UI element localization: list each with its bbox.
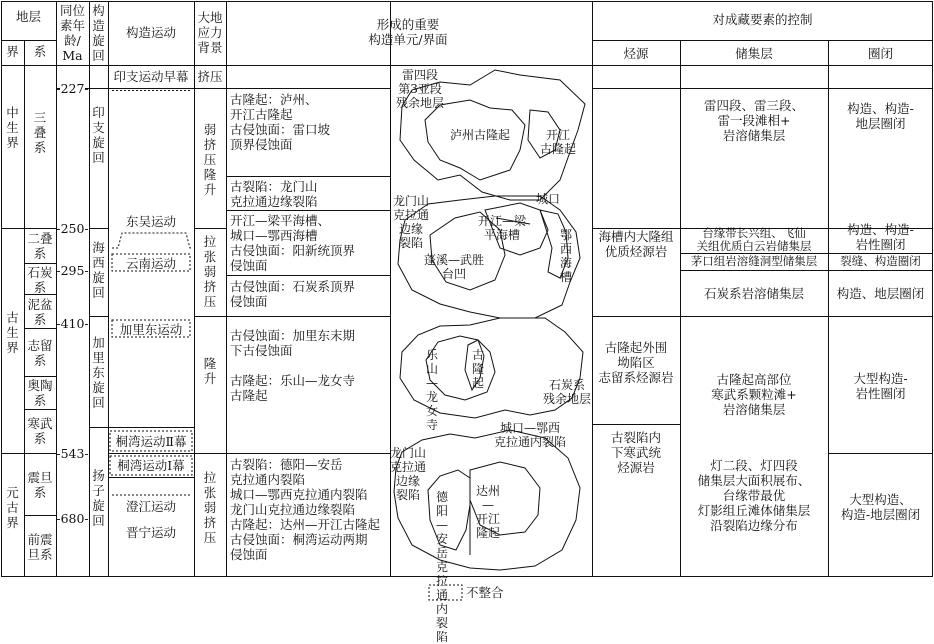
- stress-extension-weak-compression-1: 拉 张 弱 挤 压: [203, 234, 217, 309]
- map1-label-luzhou: 泸州古隆起: [450, 128, 511, 142]
- age-543: -543-: [56, 446, 89, 461]
- reservoir-changxing: 台缘带长兴组、飞仙 关组优质白云岩储集层: [696, 226, 812, 253]
- system-carboniferous: 石炭 系: [27, 265, 53, 295]
- header-isotope-age: 同位 素年 龄/ Ma: [59, 3, 85, 63]
- trap-sinian: 大型构造、 构造-地层圈闭: [840, 492, 921, 522]
- header-tectonic-cycle: 构 造 旋 回: [92, 3, 105, 63]
- movement-indosinian-early: 印支运动早幕: [113, 69, 189, 84]
- header-system: 系: [33, 44, 47, 59]
- source-cambrian: 古裂陷内 下寒武统 烃源岩: [610, 430, 661, 475]
- map2-label-longmenshan: 龙门山 克拉通 边缘 裂陷: [393, 194, 430, 250]
- map1-label-lei4: 雷四段 第3亚段 残余地层: [396, 68, 445, 110]
- age-680: -680-: [56, 511, 89, 526]
- age-410: -410-: [56, 316, 89, 331]
- map2-label-exi-trough: 鄂 西 海 槽: [560, 228, 573, 284]
- system-triassic: 三 叠 系: [33, 110, 47, 155]
- system-silurian: 志留 系: [27, 338, 53, 368]
- era-mesozoic: 中 生 界: [6, 105, 19, 150]
- reservoir-lei: 雷四段、雷三段、 雷一段滩相+ 岩溶储集层: [703, 98, 804, 143]
- stress-extension-weak-compression-2: 拉 张 弱 挤 压: [203, 470, 217, 545]
- map3-label-carboniferous: 石炭系 残余地层: [543, 378, 592, 406]
- movement-yunnan: 云南运动: [125, 256, 176, 271]
- era-paleozoic: 古 生 界: [6, 310, 19, 355]
- unit-text-triassic: 古隆起：泸州、 开江古隆起 古侵蚀面：雷口坡 顶界侵蚀面: [230, 92, 331, 152]
- cycle-hercynian: 海 西 旋 回: [92, 240, 105, 300]
- map3-label-leshan: 乐 山 — 龙 女 寺: [426, 348, 439, 432]
- header-control: 对成藏要素的控制: [712, 12, 813, 27]
- header-trap: 圈闭: [867, 46, 893, 61]
- unit-text-sinian: 古裂陷：德阳—安岳 克拉通内裂陷 城口—鄂西克拉通内裂陷 龙门山克拉通边缘裂陷 古隆起：达州—开江古隆起 古侵蚀面：桐湾运动两期 侵蚀面: [230, 457, 381, 562]
- trap-triassic: 构造、构造- 地层圈闭: [847, 101, 914, 131]
- header-era: 界: [6, 44, 19, 59]
- reservoir-dengying: 灯二段、灯四段 储集层大面积展布、 台缘带最优 灯影组丘滩体储集层 沿裂陷边缘分布: [697, 458, 811, 533]
- cycle-indosinian: 印 支 旋 回: [92, 105, 105, 165]
- header-stress-background: 大地 应力 背景: [197, 10, 223, 55]
- unit-text-longmenshan-rift: 古裂陷：龙门山 克拉通边缘裂陷: [230, 179, 318, 209]
- system-presinian: 前震 旦系: [27, 532, 53, 562]
- map2-label-pengxi: 蓬溪—武胜 台凹: [424, 253, 485, 281]
- movement-caledonian: 加里东运动: [119, 322, 183, 337]
- map2-label-kaijiang-trough: 开江—梁 平海槽: [478, 214, 527, 242]
- source-dalong: 海槽内大隆组 优质烃源岩: [598, 229, 674, 259]
- map4-label-dazhou: 达州 — 开江 隆起: [476, 484, 501, 540]
- map1-label-kaijiang: 开江 古隆起: [540, 128, 577, 156]
- trap-changxing: 构造、构造- 岩性圈闭: [847, 222, 914, 252]
- legend-unconformity: 不整合: [466, 585, 504, 600]
- trap-carboniferous: 构造、地层圈闭: [836, 286, 925, 301]
- unit-text-caledonian: 古侵蚀面：加里东末期 下古侵蚀面 古隆起：乐山—龙女寺 古隆起: [230, 328, 356, 403]
- system-ordovician: 奥陶 系: [27, 378, 53, 408]
- stress-uplift: 隆 升: [203, 356, 217, 386]
- cycle-caledonian: 加 里 东 旋 回: [92, 335, 105, 410]
- system-permian: 二叠 系: [27, 231, 53, 261]
- header-source: 烃源: [623, 46, 649, 61]
- movement-dongwu: 东吴运动: [125, 214, 176, 229]
- reservoir-maokou: 茅口组岩溶缝洞型储集层: [690, 254, 818, 268]
- age-227: -227-: [56, 81, 89, 96]
- system-cambrian: 寒武 系: [27, 416, 53, 446]
- cycle-yangtze: 扬 子 旋 回: [92, 468, 105, 528]
- movement-tongwan-1: 桐湾运动Ⅰ幕: [117, 458, 185, 473]
- stress-compression: 挤压: [197, 69, 223, 84]
- unit-text-troughs: 开江—梁平海槽、 城口—鄂西海槽 古侵蚀面：阳新统顶界 侵蚀面: [230, 213, 356, 273]
- movement-tongwan-2: 桐湾运动Ⅱ幕: [115, 434, 187, 449]
- reservoir-carboniferous: 石炭系岩溶储集层: [703, 286, 804, 301]
- trap-cambrian: 大型构造- 岩性圈闭: [853, 371, 908, 401]
- header-stratum: 地层: [15, 9, 41, 24]
- age-250: -250-: [56, 221, 89, 236]
- map2-label-chengkou: 城口: [536, 192, 561, 206]
- movement-jinning: 晋宁运动: [125, 525, 176, 540]
- map4-label-chengkou-exi: 城口—鄂西 克拉通内裂陷: [494, 421, 567, 449]
- system-sinian: 震旦 系: [27, 470, 53, 500]
- header-reservoir: 储集层: [735, 46, 773, 61]
- stress-weak-compression-uplift: 弱 挤 压 隆 升: [203, 122, 217, 197]
- age-295: -295-: [56, 263, 89, 278]
- trap-maokou: 裂缝、构造圈闭: [840, 254, 921, 268]
- map4-label-longmenshan: 龙门山 克拉通 边缘 裂陷: [390, 446, 427, 502]
- map3-label-uplift: 古 隆 起: [472, 348, 485, 390]
- reservoir-cambrian: 古隆起高部位 寒武系颗粒滩+ 岩溶储集层: [711, 372, 797, 417]
- header-tectonic-movement: 构造运动: [125, 25, 176, 40]
- map4-label-deyang-anyue: 德 阳 — 安 岳 克 拉 通 内 裂 陷: [436, 490, 449, 644]
- system-devonian: 泥盆 系: [27, 297, 53, 327]
- header-units: 形成的重要 构造单元/界面: [368, 17, 448, 47]
- unit-text-carboniferous-surface: 古侵蚀面：石炭系顶界 侵蚀面: [230, 279, 356, 309]
- movement-chengjiang: 澄江运动: [125, 499, 176, 514]
- era-proterozoic: 元 古 界: [6, 485, 19, 530]
- source-silurian: 古隆起外围 坳陷区 志留系烃源岩: [598, 340, 674, 385]
